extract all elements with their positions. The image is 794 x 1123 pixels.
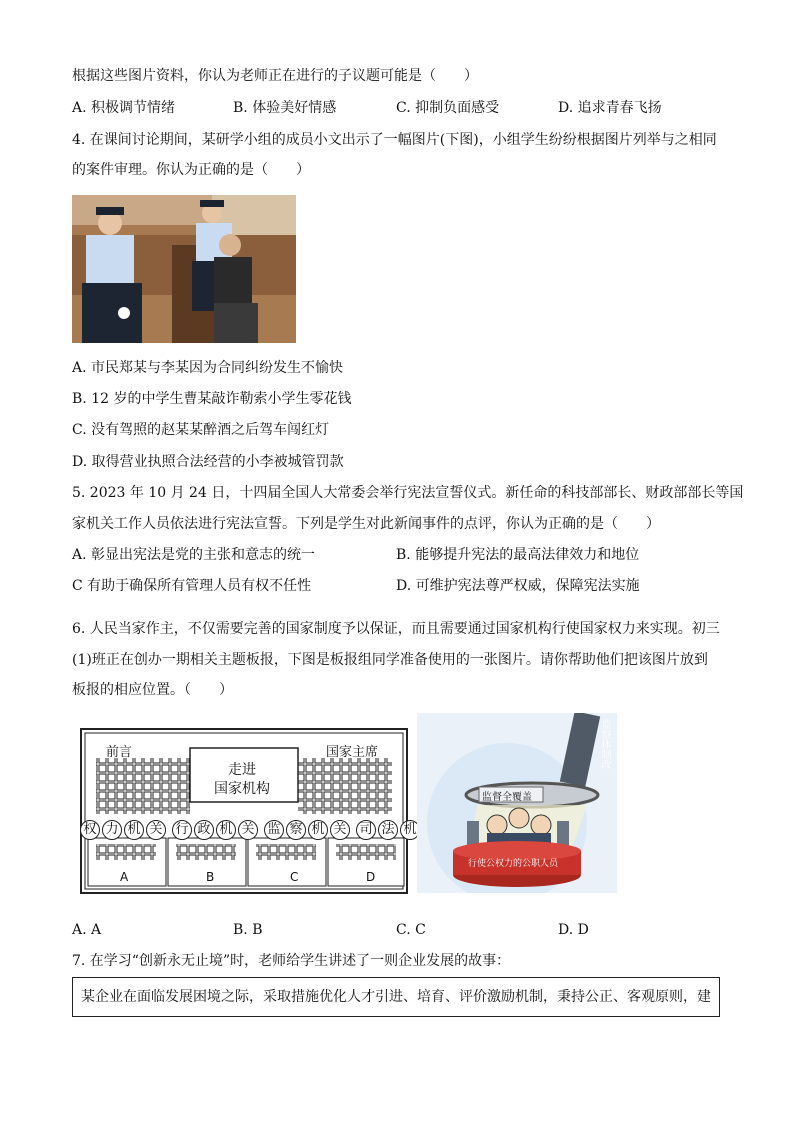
q4-stem-line2: 的案件审理。你认为正确的是（ ） (72, 162, 310, 178)
q6-stem-line2: (1)班正在创办一期相关主题板报，下图是板报组同学准备使用的一张图片。请你帮助他们把该图片放到 (72, 652, 708, 668)
poster-lens-text: 监督全覆盖 (482, 792, 532, 803)
q3-option-a: A. 积极调节情绪 (72, 100, 176, 116)
q4-option-b: B. 12 岁的中学生曹某敲诈勒索小学生零花钱 (72, 391, 352, 407)
q3-option-d: D. 追求青春飞扬 (558, 100, 662, 116)
q3-stem: 根据这些图片资料，你认为老师正在进行的子议题可能是（ ） (72, 68, 478, 84)
q6-option-b: B. B (233, 922, 263, 938)
board-badge-char: 察 (286, 820, 306, 840)
board-badge-char: 机 (400, 820, 420, 840)
board-badge-char: 关 (146, 820, 166, 840)
q5-option-a: A. 彰显出宪法是党的主张和意志的统一 (72, 547, 316, 563)
q6-stem-line1: 6. 人民当家作主，不仅需要完善的国家制度予以保证，而且需要通过国家机构行使国家权力来实现。初三 (72, 621, 720, 637)
courtroom-photo (72, 195, 296, 343)
board-badge-char: 机 (124, 820, 144, 840)
q7-story-text: 某企业在面临发展困境之际，采取措施优化人才引进、培育、评价激励机制，秉持公正、客观原则，建 (81, 989, 711, 1005)
courtroom-illustration (72, 195, 296, 343)
q6-stem-line3: 板报的相应位置。（ ） (72, 682, 233, 698)
q5-option-b: B. 能够提升宪法的最高法律效力和地位 (396, 547, 640, 563)
board-badge-char: 关 (238, 820, 258, 840)
board-center-line1: 走进 (228, 762, 256, 778)
board-preface-label: 前言 (106, 745, 133, 760)
board-badge-char: 机 (216, 820, 236, 840)
q4-option-d: D. 取得营业执照合法经营的小李被城管罚款 (72, 454, 344, 470)
poster-base-text: 行使公权力的公职人员 (468, 859, 559, 869)
q6-option-a: A. A (72, 922, 102, 938)
board-badge-char: 力 (102, 820, 122, 840)
q7-story-box (72, 977, 720, 1017)
q4-option-c: C. 没有驾照的赵某某醉酒之后驾车闯红灯 (72, 422, 330, 438)
board-badge-char: 机 (308, 820, 328, 840)
board-head-of-state-label: 国家主席 (326, 745, 379, 760)
q7-stem: 7. 在学习“创新永无止境”时，老师给学生讲述了一则企业发展的故事： (72, 953, 511, 969)
board-badge-char: 关 (330, 820, 350, 840)
board-section-letter-a: A (120, 870, 129, 884)
board-badge-char: 政 (194, 820, 214, 840)
q6-option-d: D. D (558, 922, 589, 938)
board-badge-char: 行 (172, 820, 192, 840)
q4-option-a: A. 市民郑某与李某因为合同纠纷发生不愉快 (72, 360, 344, 376)
board-badge-char: 权 (80, 820, 100, 840)
q3-option-c: C. 抑制负面感受 (396, 100, 500, 116)
q4-stem-line1: 4. 在课间讨论期间，某研学小组的成员小文出示了一幅图片(下图)，小组学生纷纷根据图片列举与之相同 (72, 132, 717, 148)
q5-stem-line1: 5. 2023 年 10 月 24 日，十四届全国人大常委会举行宪法宣誓仪式。新任命的科技部部长、财政部部长等国 (72, 485, 744, 501)
q6-option-c: C. C (396, 922, 426, 938)
board-section-letter-d: D (366, 870, 376, 884)
q5-option-c: C 有助于确保所有管理人员有权不任性 (72, 578, 312, 594)
q3-option-b: B. 体验美好情感 (233, 100, 337, 116)
board-center-line2: 国家机构 (214, 781, 270, 797)
board-badge-char: 司 (356, 820, 376, 840)
poster-handle-text: 监察体制改 (599, 719, 610, 769)
q5-option-d: D. 可维护宪法尊严权威，保障宪法实施 (396, 578, 640, 594)
board-badge-char: 监 (264, 820, 284, 840)
board-badge-char: 法 (378, 820, 398, 840)
board-section-letter-b: B (206, 870, 215, 884)
board-section-letter-c: C (290, 870, 299, 884)
q5-stem-line2: 家机关工作人员依法进行宪法宣誓。下列是学生对此新闻事件的点评，你认为正确的是（ ） (72, 516, 660, 532)
